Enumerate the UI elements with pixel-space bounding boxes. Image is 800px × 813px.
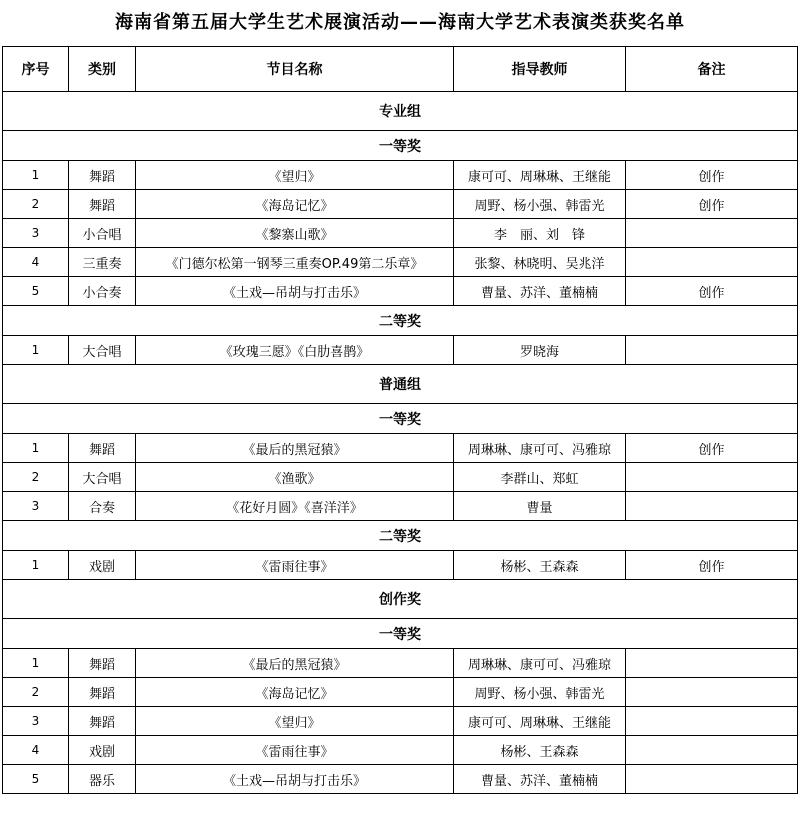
cell-note (626, 736, 798, 765)
cell-note (626, 248, 798, 277)
cell-category: 戏剧 (69, 551, 136, 580)
cell-note: 创作 (626, 190, 798, 219)
section-row (3, 580, 798, 619)
header-note: 备注 (626, 47, 798, 92)
cell-note (626, 678, 798, 707)
cell-no: 4 (3, 248, 69, 277)
cell-category: 器乐 (69, 765, 136, 794)
award-level-title: 二等奖 (3, 521, 798, 551)
table-row (3, 248, 798, 277)
cell-program: 《土戏—吊胡与打击乐》 (136, 765, 454, 794)
table-row (3, 434, 798, 463)
cell-teachers: 周琳琳、康可可、冯雅琼 (454, 434, 626, 463)
cell-category: 舞蹈 (69, 678, 136, 707)
award-table (2, 46, 798, 794)
cell-program: 《门德尔松第一钢琴三重奏OP.49第二乐章》 (136, 248, 454, 277)
cell-note: 创作 (626, 551, 798, 580)
cell-note: 创作 (626, 277, 798, 306)
cell-program: 《海岛记忆》 (136, 190, 454, 219)
cell-note (626, 707, 798, 736)
cell-teachers: 罗晓海 (454, 336, 626, 365)
table-row (3, 649, 798, 678)
award-level-row (3, 131, 798, 161)
award-level-title: 一等奖 (3, 404, 798, 434)
header-row (3, 47, 798, 92)
cell-category: 大合唱 (69, 463, 136, 492)
header-teachers: 指导教师 (454, 47, 626, 92)
cell-teachers: 康可可、周琳琳、王继能 (454, 707, 626, 736)
cell-note (626, 649, 798, 678)
document-title: 海南省第五届大学生艺术展演活动——海南大学艺术表演类获奖名单 (115, 12, 685, 33)
cell-category: 三重奏 (69, 248, 136, 277)
award-level-title: 一等奖 (3, 131, 798, 161)
cell-no: 3 (3, 492, 69, 521)
award-level-title: 一等奖 (3, 619, 798, 649)
cell-teachers: 曹量、苏洋、董楠楠 (454, 277, 626, 306)
cell-program: 《望归》 (136, 707, 454, 736)
cell-teachers: 周琳琳、康可可、冯雅琼 (454, 649, 626, 678)
table-row (3, 492, 798, 521)
header-no: 序号 (3, 47, 69, 92)
cell-note (626, 492, 798, 521)
section-title: 创作奖 (3, 580, 798, 619)
cell-category: 舞蹈 (69, 161, 136, 190)
table-row (3, 161, 798, 190)
cell-program: 《望归》 (136, 161, 454, 190)
cell-category: 大合唱 (69, 336, 136, 365)
cell-note (626, 336, 798, 365)
cell-teachers: 杨彬、王森森 (454, 736, 626, 765)
cell-program: 《花好月圆》《喜洋洋》 (136, 492, 454, 521)
section-title: 专业组 (3, 92, 798, 131)
cell-category: 小合唱 (69, 219, 136, 248)
cell-teachers: 康可可、周琳琳、王继能 (454, 161, 626, 190)
cell-program: 《雷雨往事》 (136, 551, 454, 580)
cell-program: 《雷雨往事》 (136, 736, 454, 765)
table-body (3, 92, 798, 794)
cell-teachers: 李 丽、刘 锋 (454, 219, 626, 248)
cell-teachers: 周野、杨小强、韩雷光 (454, 678, 626, 707)
table-row (3, 765, 798, 794)
table-row (3, 707, 798, 736)
award-level-row (3, 521, 798, 551)
cell-category: 舞蹈 (69, 649, 136, 678)
cell-teachers: 曹量、苏洋、董楠楠 (454, 765, 626, 794)
section-row (3, 92, 798, 131)
table-row (3, 277, 798, 306)
cell-category: 舞蹈 (69, 434, 136, 463)
header-category: 类别 (69, 47, 136, 92)
cell-no: 2 (3, 190, 69, 219)
cell-no: 2 (3, 678, 69, 707)
cell-no: 5 (3, 765, 69, 794)
cell-program: 《海岛记忆》 (136, 678, 454, 707)
cell-category: 合奏 (69, 492, 136, 521)
table-row (3, 678, 798, 707)
award-level-row (3, 619, 798, 649)
cell-category: 戏剧 (69, 736, 136, 765)
cell-note (626, 463, 798, 492)
cell-note (626, 765, 798, 794)
cell-category: 舞蹈 (69, 707, 136, 736)
cell-program: 《玫瑰三愿》《白肋喜鹊》 (136, 336, 454, 365)
cell-teachers: 张黎、林晓明、吴兆洋 (454, 248, 626, 277)
award-level-row (3, 404, 798, 434)
award-level-title: 二等奖 (3, 306, 798, 336)
cell-teachers: 李群山、郑虹 (454, 463, 626, 492)
cell-note: 创作 (626, 161, 798, 190)
cell-teachers: 杨彬、王森森 (454, 551, 626, 580)
cell-no: 2 (3, 463, 69, 492)
cell-no: 5 (3, 277, 69, 306)
table-row (3, 336, 798, 365)
cell-no: 3 (3, 707, 69, 736)
cell-program: 《土戏—吊胡与打击乐》 (136, 277, 454, 306)
cell-no: 1 (3, 551, 69, 580)
table-row (3, 190, 798, 219)
cell-no: 1 (3, 336, 69, 365)
cell-category: 小合奏 (69, 277, 136, 306)
award-level-row (3, 306, 798, 336)
cell-program: 《黎寨山歌》 (136, 219, 454, 248)
table-row (3, 551, 798, 580)
cell-category: 舞蹈 (69, 190, 136, 219)
cell-program: 《渔歌》 (136, 463, 454, 492)
cell-no: 3 (3, 219, 69, 248)
cell-no: 1 (3, 161, 69, 190)
cell-teachers: 周野、杨小强、韩雷光 (454, 190, 626, 219)
section-title: 普通组 (3, 365, 798, 404)
cell-program: 《最后的黑冠猿》 (136, 649, 454, 678)
cell-note: 创作 (626, 434, 798, 463)
cell-note (626, 219, 798, 248)
cell-no: 1 (3, 649, 69, 678)
header-program: 节目名称 (136, 47, 454, 92)
section-row (3, 365, 798, 404)
cell-no: 1 (3, 434, 69, 463)
cell-program: 《最后的黑冠猿》 (136, 434, 454, 463)
cell-no: 4 (3, 736, 69, 765)
table-row (3, 736, 798, 765)
table-row (3, 219, 798, 248)
table-row (3, 463, 798, 492)
cell-teachers: 曹量 (454, 492, 626, 521)
